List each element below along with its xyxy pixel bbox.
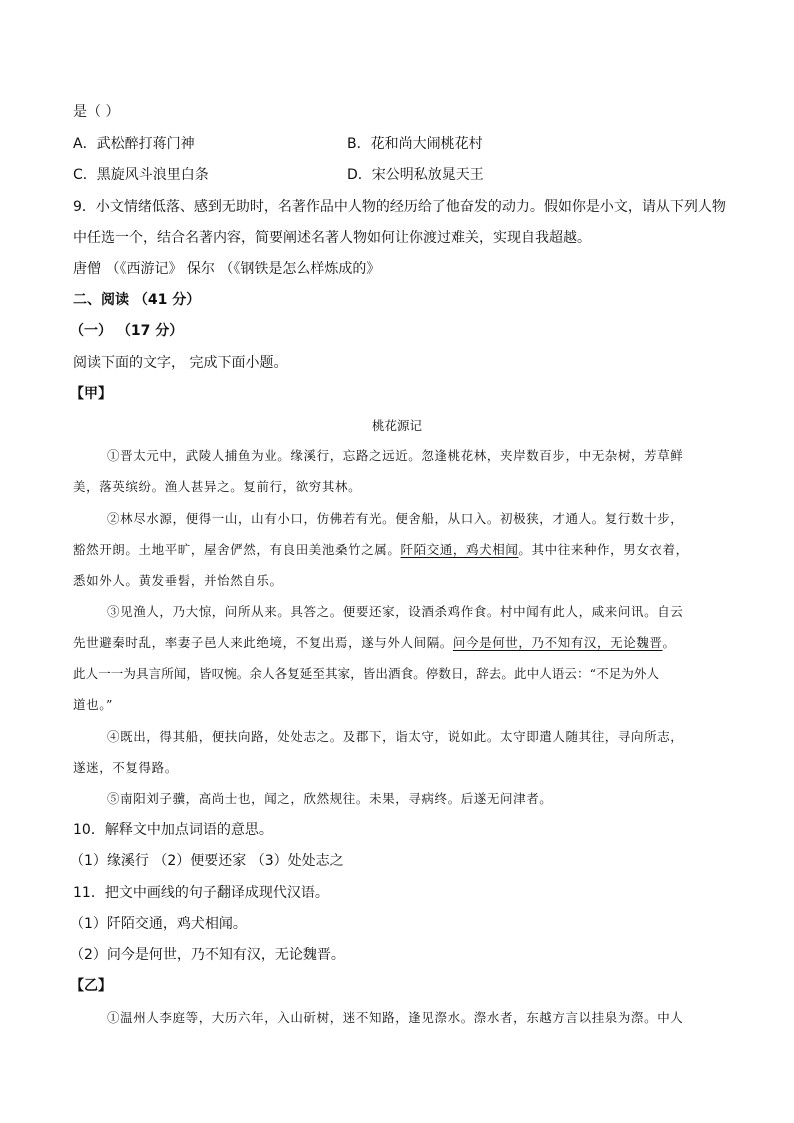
passage-p3-line-2-start: 先世避秦时乱，率妻子邑人来此绝境，不复出焉，遂与外人间隔。 [73,635,453,650]
passage-p4-line-2: 遂迷，不复得路。 [73,760,178,775]
passage-p3-line-3: 此人一一为具言所闻，皆叹惋。余人各复延至其家，皆出酒食。停数日，辞去。此中人语云：“不足为外人 [73,666,660,681]
underlined-sentence-1: 阡陌交通，鸡犬相闻 [400,542,519,557]
part-1-title: （一） （17 分） [70,323,184,339]
passage-p1-line-1: ①晋太元中，武陵人捕鱼为业。缘溪行，忘路之远近。忽逢桃花林，夹岸数百步，中无杂树，芳草鲜 [107,448,684,463]
q9-line-2: 中任选一个，结合名著内容，简要阐述名著人物如何让你渡过难关，实现自我超越。 [73,230,591,246]
q11-item-2: （2）问今是何世，乃不知有汉，无论魏晋。 [70,947,345,963]
q11-item-1: （1）阡陌交通，鸡犬相闻。 [70,916,247,932]
underlined-sentence-2: 问今是何世，乃不知有汉，无论魏晋 [452,635,663,650]
q10-stem: 10．解释文中加点词语的意思。 [73,822,273,838]
q8-tail: 是（ ） [73,104,120,120]
passage-p2-line-2-end: 。其中往来种作，男女衣着， [518,542,689,557]
reading-instruction: 阅读下面的文字， 完成下面小题。 [73,355,288,371]
passage-title: 桃花源记 [371,418,422,433]
section-2-title: 二、阅读 （41 分） [73,292,201,308]
passage-p2-line-3: 悉如外人。黄发垂髫，并怡然自乐。 [73,573,283,588]
q8-option-b: B．花和尚大闹桃花村 [347,136,483,152]
passage-p3-line-2-end: 。 [662,635,676,650]
q9-choices: 唐僧 （《西游记》 保尔 （《钢铁是怎么样炼成的》 [73,261,381,277]
q11-stem: 11．把文中画线的句子翻译成现代汉语。 [73,885,329,901]
q10-items: （1）缘溪行 （2）便要还家 （3）处处志之 [70,853,344,869]
passage-p5-line-1: ⑤南阳刘子骥，高尚士也，闻之，欣然规往。未果，寻病终。后遂无问津者。 [107,791,553,806]
passage-p3-line-1: ③见渔人，乃大惊，问所从来。具答之。便要还家，设酒杀鸡作食。村中闻有此人，咸来问讯。自云 [107,604,684,619]
q8-option-a: A．武松醉打蒋门神 [73,136,195,152]
passage-p2-line-2 [73,540,689,560]
q8-option-d: D．宋公明私放晁天王 [347,167,484,183]
q8-option-c: C．黑旋风斗浪里白条 [73,167,209,183]
passage-p1-line-2: 美，落英缤纷。渔人甚异之。复前行，欲穷其林。 [73,479,362,494]
passage-yi-label: 【乙】 [70,978,112,994]
passage-p4-line-1: ④既出，得其船，便扶向路，处处志之。及郡下，诣太守，说如此。太守即遣人随其往，寻向所志， [107,729,684,744]
passage-p2-line-1: ②林尽水源，便得一山，山有小口，仿佛若有光。便舍船，从口入。初极狭，才通人。复行数十步， [107,511,684,526]
passage-p3-line-2 [73,633,676,653]
q9-line-1: 9．小文情绪低落、感到无助时，名著作品中人物的经历给了他奋发的动力。假如你是小文，请从下列人物 [73,199,726,215]
passage-p3-line-4: 道也。” [73,697,114,712]
passage-p2-line-2-start: 豁然开朗。土地平旷，屋舍俨然，有良田美池桑竹之属。 [73,542,401,557]
passage-jia-label: 【甲】 [70,386,112,402]
passage-yi-p1-line-1: ①温州人李庭等，大历六年，入山斫树，迷不知路，逢见漈水。漈水者，东越方言以挂泉为漈。中人 [107,1010,684,1025]
